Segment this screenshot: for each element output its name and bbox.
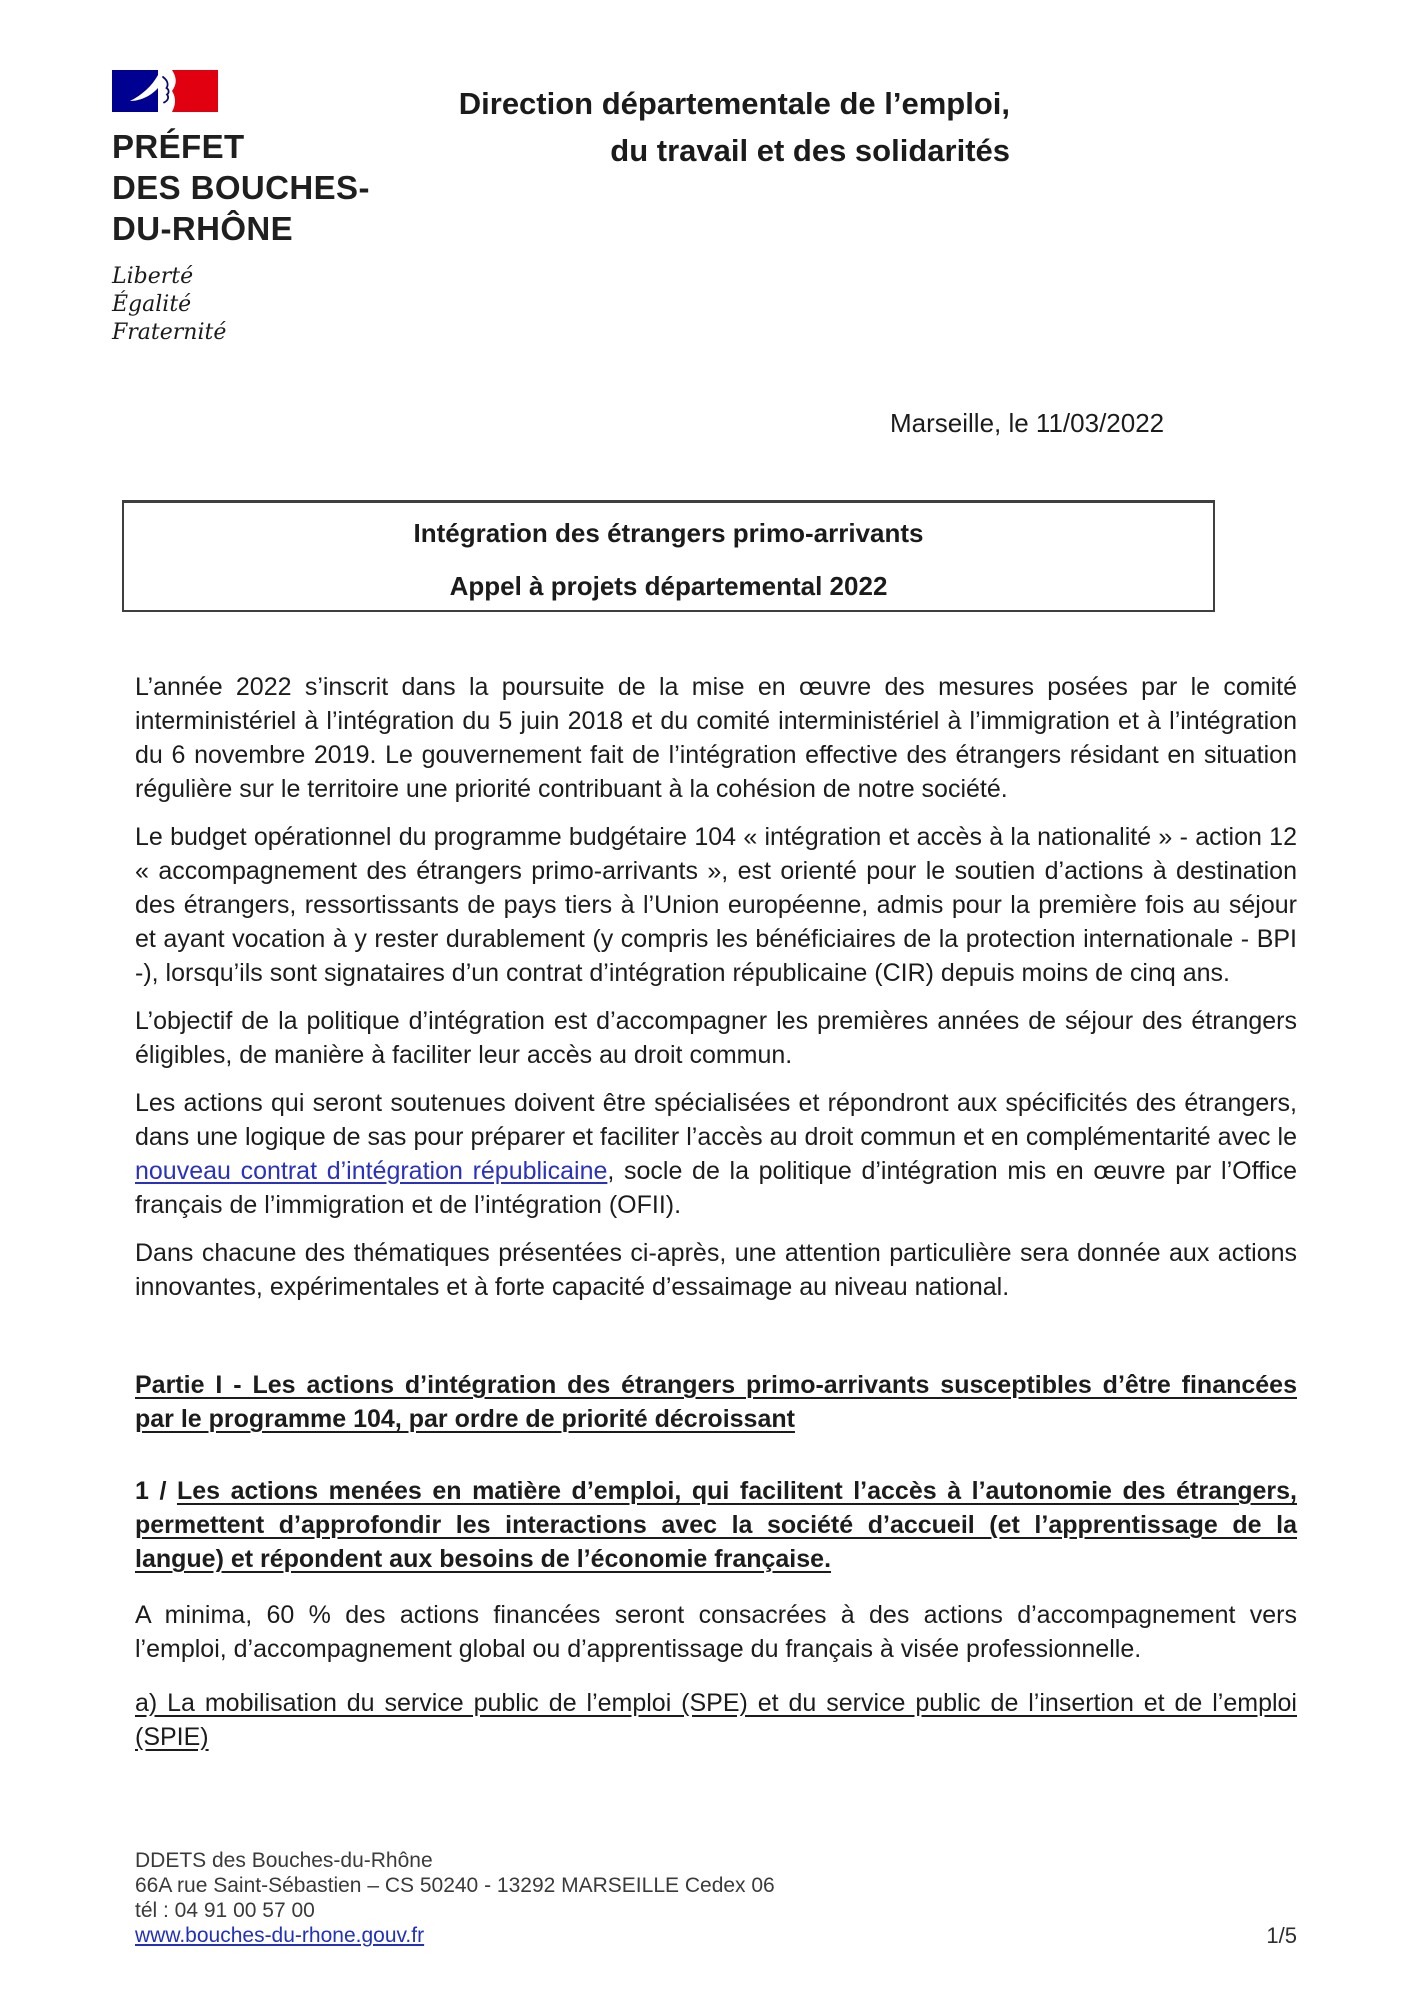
title-box <box>122 500 1215 612</box>
heading-section-1-text: Les actions menées en matière d’emploi, qui facilitent l’accès à l’autonomie des étrangers, permettent d’approfondir les interactions avec la société d’accueil (et l’apprentissage de la langue) et répondent aux besoins de l’économie française. <box>135 1477 1297 1573</box>
flag-red-block <box>172 70 218 112</box>
prefect-line-1: PRÉFET <box>112 128 245 165</box>
heading-section-1-number: 1 / <box>135 1477 177 1505</box>
prefecture-logo <box>112 70 370 347</box>
document-body <box>135 670 1297 1768</box>
footer-website-link[interactable]: www.bouches-du-rhone.gouv.fr <box>135 1924 425 1947</box>
prefect-line-2: DES BOUCHES- <box>112 169 370 206</box>
paragraph-2: Le budget opérationnel du programme budgétaire 104 « intégration et accès à la nationalité » - action 12 « accompagnement des étrangers primo-arrivants », est orienté pour le soutien d’actions à destination des étrangers, ressortissants de pays tiers à l’Union européenne, admis pour la première fois au séjour et ayant vocation à y rester durablement (y compris les bénéficiaires de la protection internationale - BPI -), lorsqu’ils sont signataires d’un contrat d’intégration républicaine (CIR) depuis moins de cinq ans. <box>135 823 1297 987</box>
title-box-line1: Intégration des étrangers primo-arrivants <box>413 518 924 548</box>
heading-section-1 <box>135 1474 1297 1576</box>
french-flag-marianne-icon <box>112 70 218 112</box>
paragraph-6: A minima, 60 % des actions financées seront consacrées à des actions d’accompagnement vers l’emploi, d’accompagnement global ou d’apprentissage du français à visée professionnelle. <box>135 1601 1297 1663</box>
paragraph-4-before: Les actions qui seront soutenues doivent être spécialisées et répondront aux spécificités des étrangers, dans une logique de sas pour préparer et faciliter l’accès au droit commun et en complémentarité avec le <box>135 1089 1297 1151</box>
motto-liberte: Liberté <box>112 264 194 289</box>
republic-motto <box>112 263 370 347</box>
marianne-profile-icon <box>163 77 169 103</box>
prefect-title <box>112 126 370 249</box>
page-number: 1/5 <box>1266 1923 1297 1948</box>
paragraph-5: Dans chacune des thématiques présentées ci-après, une attention particulière sera donnée aux actions innovantes, expérimentales et à forte capacité d’essaimage au niveau national. <box>135 1239 1297 1301</box>
department-header-line2: du travail et des solidarités <box>610 133 1010 168</box>
department-header-line1: Direction départementale de l’emploi, <box>458 86 1010 121</box>
heading-sub-a: a) La mobilisation du service public de l’emploi (SPE) et du service public de l’insertion et de l’emploi (SPIE) <box>135 1689 1297 1751</box>
paragraph-4 <box>135 1086 1297 1222</box>
department-header <box>459 80 1010 174</box>
motto-egalite: Égalité <box>112 292 192 317</box>
paragraph-1: L’année 2022 s’inscrit dans la poursuite de la mise en œuvre des mesures posées par le comité interministériel à l’intégration du 5 juin 2018 et du comité interministériel à l’immigration et à l’intégration du 6 novembre 2019. Le gouvernement fait de l’intégration effective des étrangers résidant en situation régulière sur le territoire une priorité contribuant à la cohésion de notre société. <box>135 673 1297 803</box>
page-footer <box>135 1848 1297 1948</box>
motto-fraternite: Fraternité <box>112 320 227 345</box>
paragraph-4-after: , socle de la politique d’intégration mis en œuvre par l’Office français de l’immigration et de l’intégration (OFII). <box>135 1157 1297 1219</box>
footer-organization: DDETS des Bouches-du-Rhône <box>135 1849 433 1872</box>
heading-partie-1: Partie I - Les actions d’intégration des étrangers primo-arrivants susceptibles d’être financées par le programme 104, par ordre de priorité décroissant <box>135 1371 1297 1433</box>
dateline: Marseille, le 11/03/2022 <box>890 408 1165 438</box>
cir-hyperlink[interactable]: nouveau contrat d’intégration républicaine <box>135 1157 608 1185</box>
footer-phone: tél : 04 91 00 57 00 <box>135 1899 315 1922</box>
prefect-line-3: DU-RHÔNE <box>112 210 294 247</box>
paragraph-3: L’objectif de la politique d’intégration est d’accompagner les premières années de séjour des étrangers éligibles, de manière à faciliter leur accès au droit commun. <box>135 1007 1297 1069</box>
title-box-line2: Appel à projets départemental 2022 <box>449 571 888 601</box>
footer-address: 66A rue Saint-Sébastien – CS 50240 - 13292 MARSEILLE Cedex 06 <box>135 1874 775 1897</box>
